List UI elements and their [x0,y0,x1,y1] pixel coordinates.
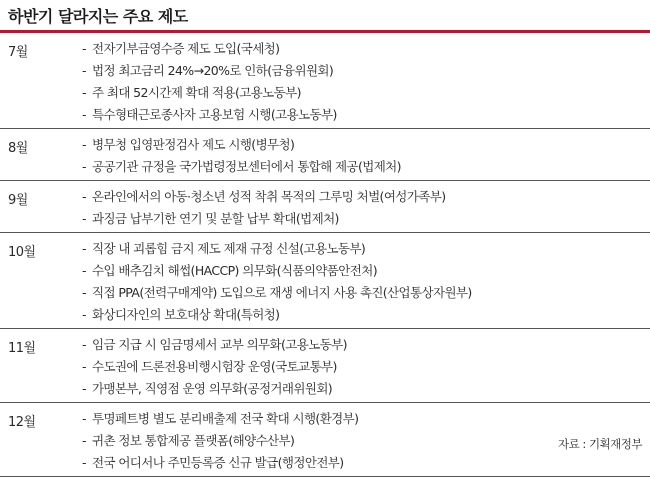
policy-item-text: 수입 배추김치 해썹(HACCP) 의무화(식품의약품안전처) [92,263,377,278]
bullet-dash: - [82,263,86,278]
policy-item-text: 법정 최고금리 24%→20%로 인하(금융위원회) [92,63,334,78]
policy-list [82,334,642,400]
month-section [0,129,650,181]
policy-item [82,408,642,430]
policy-list [82,134,642,178]
bullet-dash: - [82,455,86,470]
policy-item-text: 특수형태근로종사자 고용보험 시행(고용노동부) [92,107,337,122]
policy-item [82,452,642,474]
bullet-dash: - [82,159,86,174]
policy-item-text: 수도권에 드론전용비행시험장 운영(국토교통부) [92,359,337,374]
month-label: 11월 [8,341,36,356]
policy-item-text: 귀촌 정보 통합제공 플랫폼(해양수산부) [92,433,295,448]
policy-item-text: 직장 내 괴롭힘 금지 제도 제재 규정 신설(고용노동부) [92,241,366,256]
month-section [0,329,650,403]
policy-item-text: 병무청 입영판정검사 제도 시행(병무청) [92,137,295,152]
bullet-dash: - [82,307,86,322]
month-label: 9월 [8,193,28,208]
policy-item [82,208,642,230]
policy-item-text: 과징금 납부기한 연기 및 분할 납부 확대(법제처) [92,211,339,226]
policy-item-text: 직접 PPA(전력구매계약) 도입으로 재생 에너지 사용 촉진(산업통상자원부) [92,285,472,300]
bullet-dash: - [82,381,86,396]
month-section [0,33,650,129]
policy-list [82,38,642,126]
bullet-dash: - [82,285,86,300]
policy-item [82,238,642,260]
policy-item-text: 가맹본부, 직영점 운영 의무화(공정거래위원회) [92,381,333,396]
policy-list [82,186,642,230]
bullet-dash: - [82,41,86,56]
bullet-dash: - [82,63,86,78]
policy-item [82,82,642,104]
policy-item [82,60,642,82]
month-label: 10월 [8,245,36,260]
policy-item-text: 화상디자인의 보호대상 확대(특허청) [92,307,280,322]
month-section [0,181,650,233]
policy-item [82,156,642,178]
policy-item [82,356,642,378]
policy-item-text: 전자기부금영수증 제도 도입(국세청) [92,41,280,56]
bullet-dash: - [82,85,86,100]
policy-item [82,38,642,60]
policy-item-text: 온라인에서의 아동·청소년 성적 착취 목적의 그루밍 처벌(여성가족부) [92,189,446,204]
policy-item [82,134,642,156]
policy-table [0,33,650,477]
policy-item [82,378,642,400]
policy-item-text: 주 최대 52시간제 확대 적용(고용노동부) [92,85,301,100]
policy-item-text: 투명페트병 별도 분리배출제 전국 확대 시행(환경부) [92,411,359,426]
policy-item-text: 전국 어디서나 주민등록증 신규 발급(행정안전부) [92,455,344,470]
month-label: 8월 [8,141,28,156]
bullet-dash: - [82,107,86,122]
policy-item [82,304,642,326]
source-note: 자료 : 기획재정부 [558,437,642,451]
policy-item [82,334,642,356]
month-section [0,233,650,329]
bullet-dash: - [82,433,86,448]
month-section [0,403,650,477]
bullet-dash: - [82,211,86,226]
month-label: 12월 [8,415,36,430]
policy-item [82,186,642,208]
bullet-dash: - [82,359,86,374]
policy-item-text: 임금 지급 시 임금명세서 교부 의무화(고용노동부) [92,337,347,352]
bullet-dash: - [82,337,86,352]
bullet-dash: - [82,137,86,152]
bullet-dash: - [82,411,86,426]
policy-item [82,282,642,304]
month-label: 7월 [8,45,28,60]
policy-item [82,104,642,126]
bullet-dash: - [82,189,86,204]
policy-item [82,260,642,282]
bullet-dash: - [82,241,86,256]
page-title: 하반기 달라지는 주요 제도 [8,7,188,26]
policy-list [82,238,642,326]
policy-item-text: 공공기관 규정을 국가법령정보센터에서 통합해 제공(법제처) [92,159,401,174]
